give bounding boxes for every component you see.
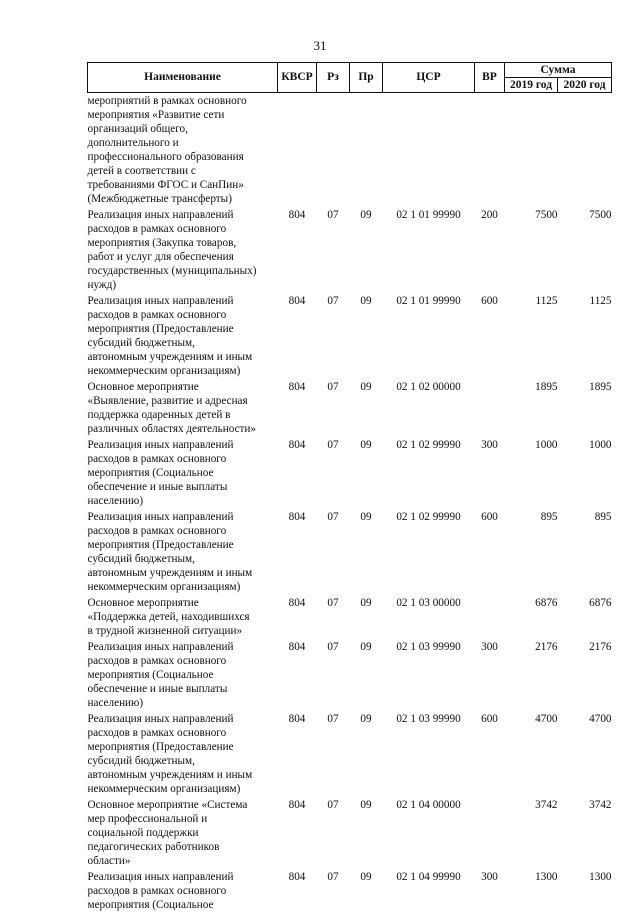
cell-vr: 300 [475, 869, 505, 913]
cell-pr: 09 [350, 293, 383, 379]
cell-csr [383, 93, 475, 208]
name-line: мероприятия (Закупка товаров, [88, 236, 278, 250]
cell-sum-2019: 3742 [505, 797, 558, 869]
header-name: Наименование [88, 63, 278, 93]
name-line: Основное мероприятие «Система [88, 798, 278, 812]
cell-csr: 02 1 02 99990 [383, 437, 475, 509]
cell-kvsr: 804 [278, 379, 317, 437]
cell-kvsr: 804 [278, 639, 317, 711]
cell-pr: 09 [350, 797, 383, 869]
cell-kvsr: 804 [278, 509, 317, 595]
cell-kvsr: 804 [278, 869, 317, 913]
cell-name [88, 437, 278, 509]
name-line: области» [88, 854, 278, 868]
name-line: Основное мероприятие [88, 596, 278, 610]
cell-kvsr: 804 [278, 293, 317, 379]
page-number: 31 [0, 38, 640, 54]
header-csr: ЦСР [383, 63, 475, 93]
cell-kvsr: 804 [278, 207, 317, 293]
cell-csr: 02 1 04 00000 [383, 797, 475, 869]
cell-rz: 07 [317, 639, 350, 711]
name-line: детей в соответствии с [88, 164, 278, 178]
name-line: педагогических работников [88, 840, 278, 854]
name-line: субсидий бюджетным, [88, 336, 278, 350]
cell-name [88, 711, 278, 797]
cell-vr: 300 [475, 639, 505, 711]
cell-vr [475, 379, 505, 437]
cell-sum-2019: 4700 [505, 711, 558, 797]
table-row [88, 93, 612, 208]
cell-name [88, 293, 278, 379]
name-line: мероприятия (Социальное [88, 466, 278, 480]
name-line: «Поддержка детей, находившихся [88, 610, 278, 624]
name-line: Основное мероприятие [88, 380, 278, 394]
cell-rz [317, 93, 350, 208]
cell-csr: 02 1 01 99990 [383, 293, 475, 379]
cell-csr: 02 1 03 00000 [383, 595, 475, 639]
name-line: автономным учреждениям и иным [88, 768, 278, 782]
name-line: Реализация иных направлений [88, 712, 278, 726]
cell-name [88, 595, 278, 639]
cell-sum-2020: 7500 [558, 207, 612, 293]
name-line: расходов в рамках основного [88, 222, 278, 236]
cell-vr: 600 [475, 293, 505, 379]
name-line: Реализация иных направлений [88, 640, 278, 654]
name-line: поддержка одаренных детей в [88, 408, 278, 422]
cell-pr: 09 [350, 509, 383, 595]
name-line: некоммерческим организациям) [88, 580, 278, 594]
name-line: мероприятия (Предоставление [88, 322, 278, 336]
cell-sum-2019 [505, 93, 558, 208]
cell-rz: 07 [317, 293, 350, 379]
cell-vr: 300 [475, 437, 505, 509]
name-line: расходов в рамках основного [88, 726, 278, 740]
name-line: в трудной жизненной ситуации» [88, 624, 278, 638]
header-pr: Пр [350, 63, 383, 93]
cell-rz: 07 [317, 595, 350, 639]
cell-kvsr [278, 93, 317, 208]
cell-csr: 02 1 03 99990 [383, 711, 475, 797]
cell-csr: 02 1 01 99990 [383, 207, 475, 293]
cell-rz: 07 [317, 509, 350, 595]
name-line: Реализация иных направлений [88, 870, 278, 884]
name-line: расходов в рамках основного [88, 524, 278, 538]
cell-rz: 07 [317, 711, 350, 797]
name-line: «Выявление, развитие и адресная [88, 394, 278, 408]
table-body [88, 93, 612, 913]
cell-rz: 07 [317, 207, 350, 293]
cell-sum-2019: 1300 [505, 869, 558, 913]
header-vr: ВР [475, 63, 505, 93]
cell-sum-2019: 6876 [505, 595, 558, 639]
cell-sum-2020: 1125 [558, 293, 612, 379]
cell-vr: 600 [475, 711, 505, 797]
cell-sum-2020: 6876 [558, 595, 612, 639]
cell-sum-2020: 1895 [558, 379, 612, 437]
cell-sum-2020: 1300 [558, 869, 612, 913]
cell-name [88, 639, 278, 711]
cell-name [88, 797, 278, 869]
cell-sum-2019: 1895 [505, 379, 558, 437]
name-line: организаций общего, [88, 122, 278, 136]
cell-pr: 09 [350, 711, 383, 797]
cell-pr: 09 [350, 869, 383, 913]
name-line: некоммерческим организациям) [88, 364, 278, 378]
cell-kvsr: 804 [278, 595, 317, 639]
name-line: субсидий бюджетным, [88, 754, 278, 768]
name-line: мероприятия (Социальное [88, 668, 278, 682]
name-line: Реализация иных направлений [88, 208, 278, 222]
table-row [88, 595, 612, 639]
name-line: государственных (муниципальных) [88, 264, 278, 278]
name-line: мероприятия (Предоставление [88, 740, 278, 754]
cell-csr: 02 1 02 99990 [383, 509, 475, 595]
header-rz: Рз [317, 63, 350, 93]
name-line: обеспечение и иные выплаты [88, 682, 278, 696]
table-row [88, 509, 612, 595]
cell-sum-2020: 1000 [558, 437, 612, 509]
name-line: дополнительного и [88, 136, 278, 150]
name-line: мероприятия (Социальное [88, 898, 278, 912]
table-row [88, 437, 612, 509]
name-line: (Межбюджетные трансферты) [88, 192, 278, 206]
cell-sum-2020: 2176 [558, 639, 612, 711]
cell-sum-2019: 1000 [505, 437, 558, 509]
cell-kvsr: 804 [278, 437, 317, 509]
cell-sum-2020 [558, 93, 612, 208]
name-line: населению) [88, 696, 278, 710]
cell-sum-2020: 3742 [558, 797, 612, 869]
name-line: расходов в рамках основного [88, 654, 278, 668]
cell-name [88, 379, 278, 437]
name-line: мер профессиональной и [88, 812, 278, 826]
name-line: мероприятий в рамках основного [88, 94, 278, 108]
cell-csr: 02 1 02 00000 [383, 379, 475, 437]
name-line: расходов в рамках основного [88, 308, 278, 322]
budget-table [87, 62, 612, 913]
name-line: некоммерческим организациям) [88, 782, 278, 796]
cell-name [88, 869, 278, 913]
header-sum: Сумма [505, 63, 612, 78]
name-line: населению) [88, 494, 278, 508]
cell-sum-2020: 895 [558, 509, 612, 595]
cell-sum-2020: 4700 [558, 711, 612, 797]
name-line: работ и услуг для обеспечения [88, 250, 278, 264]
cell-name [88, 207, 278, 293]
cell-vr [475, 595, 505, 639]
table-row [88, 711, 612, 797]
cell-pr [350, 93, 383, 208]
name-line: различных областях деятельности» [88, 422, 278, 436]
cell-rz: 07 [317, 379, 350, 437]
table-row [88, 639, 612, 711]
cell-vr: 200 [475, 207, 505, 293]
cell-sum-2019: 895 [505, 509, 558, 595]
name-line: мероприятия (Предоставление [88, 538, 278, 552]
cell-vr [475, 93, 505, 208]
cell-name [88, 93, 278, 208]
cell-pr: 09 [350, 379, 383, 437]
header-2020: 2020 год [558, 78, 612, 93]
table-row [88, 797, 612, 869]
table-row [88, 869, 612, 913]
header-2019: 2019 год [505, 78, 558, 93]
name-line: мероприятия «Развитие сети [88, 108, 278, 122]
table-row [88, 207, 612, 293]
name-line: субсидий бюджетным, [88, 552, 278, 566]
name-line: автономным учреждениям и иным [88, 566, 278, 580]
name-line: Реализация иных направлений [88, 438, 278, 452]
cell-kvsr: 804 [278, 711, 317, 797]
cell-vr: 600 [475, 509, 505, 595]
table-row [88, 379, 612, 437]
cell-rz: 07 [317, 869, 350, 913]
cell-sum-2019: 2176 [505, 639, 558, 711]
cell-pr: 09 [350, 207, 383, 293]
table-row [88, 293, 612, 379]
cell-csr: 02 1 03 99990 [383, 639, 475, 711]
cell-sum-2019: 7500 [505, 207, 558, 293]
name-line: Реализация иных направлений [88, 510, 278, 524]
cell-kvsr: 804 [278, 797, 317, 869]
name-line: расходов в рамках основного [88, 884, 278, 898]
name-line: автономным учреждениям и иным [88, 350, 278, 364]
cell-csr: 02 1 04 99990 [383, 869, 475, 913]
name-line: Реализация иных направлений [88, 294, 278, 308]
cell-rz: 07 [317, 437, 350, 509]
cell-pr: 09 [350, 437, 383, 509]
name-line: расходов в рамках основного [88, 452, 278, 466]
header-kvsr: КВСР [278, 63, 317, 93]
cell-vr [475, 797, 505, 869]
cell-sum-2019: 1125 [505, 293, 558, 379]
name-line: профессионального образования [88, 150, 278, 164]
name-line: обеспечение и иные выплаты [88, 480, 278, 494]
cell-pr: 09 [350, 595, 383, 639]
cell-pr: 09 [350, 639, 383, 711]
cell-rz: 07 [317, 797, 350, 869]
name-line: социальной поддержки [88, 826, 278, 840]
cell-name [88, 509, 278, 595]
name-line: нужд) [88, 278, 278, 292]
name-line: требованиями ФГОС и СанПин» [88, 178, 278, 192]
